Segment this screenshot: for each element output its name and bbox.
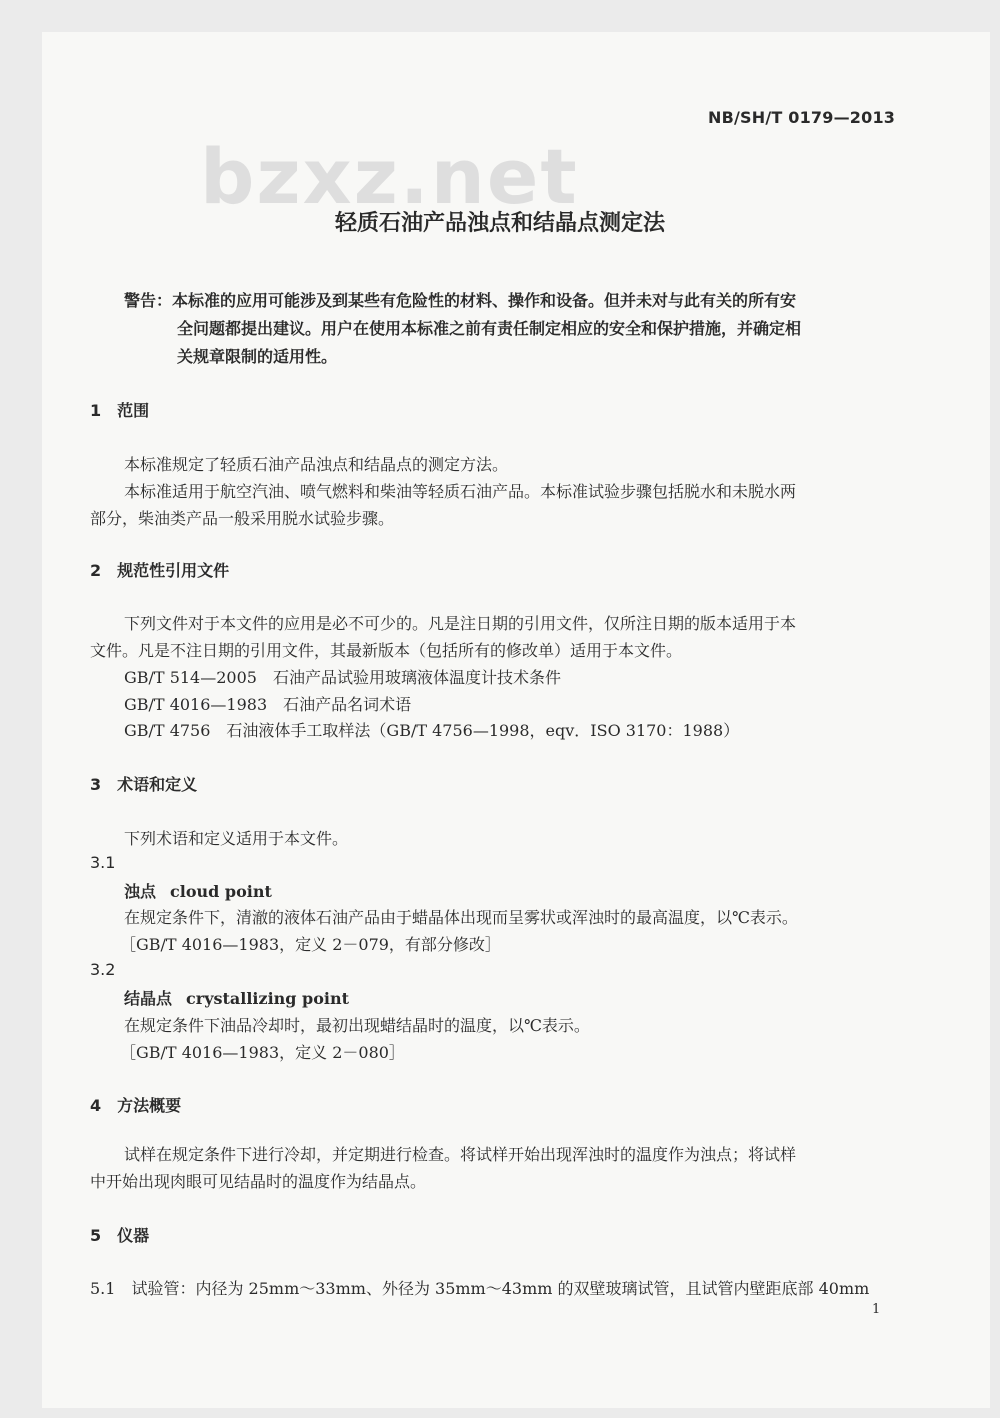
watermark: bzxz.net	[200, 132, 579, 221]
paragraph-line: 下列术语和定义适用于本文件。	[124, 829, 349, 848]
page-number: 1	[872, 1302, 881, 1317]
term-en: cloud point	[170, 882, 272, 901]
term-source: ［GB/T 4016—1983，定义 2－079，有部分修改］	[120, 935, 501, 954]
term-title	[124, 879, 272, 902]
term-definition: 在规定条件下油品冷却时，最初出现蜡结晶时的温度，以℃表示。	[124, 1016, 590, 1035]
section-heading: 2 规范性引用文件	[90, 561, 230, 580]
section-heading: 5 仪器	[90, 1226, 150, 1245]
term-definition: 在规定条件下，清澈的液体石油产品由于蜡晶体出现而呈雾状或浑浊时的最高温度，以℃表示。	[124, 908, 798, 927]
term-cn: 结晶点	[124, 989, 173, 1008]
term-cn: 浊点	[124, 882, 157, 901]
term-en: crystallizing point	[186, 989, 349, 1008]
paragraph-line: 部分，柴油类产品一般采用脱水试验步骤。	[90, 509, 395, 528]
reference-item: GB/T 4756 石油液体手工取样法（GB/T 4756—1998，eqv．ISO 3170：1988）	[124, 721, 740, 740]
section-heading: 4 方法概要	[90, 1096, 182, 1115]
paragraph-line: 本标准规定了轻质石油产品浊点和结晶点的测定方法。	[124, 455, 509, 474]
term-number: 3.1	[90, 853, 116, 872]
reference-item: GB/T 4016—1983 石油产品名词术语	[124, 695, 412, 714]
paragraph-line: 本标准适用于航空汽油、喷气燃料和柴油等轻质石油产品。本标准试验步骤包括脱水和未脱水两	[124, 482, 797, 501]
paragraph-line: 试样在规定条件下进行冷却，并定期进行检查。将试样开始出现浑浊时的温度作为浊点；将试样	[124, 1145, 797, 1164]
reference-item: GB/T 514—2005 石油产品试验用玻璃液体温度计技术条件	[124, 668, 561, 687]
term-title	[124, 986, 349, 1009]
warning-line: 关规章限制的适用性。	[177, 347, 338, 366]
document-title: 轻质石油产品浊点和结晶点测定法	[334, 211, 665, 236]
warning-line: 全问题都提出建议。用户在使用本标准之前有责任制定相应的安全和保护措施，并确定相	[177, 319, 802, 338]
standard-code: NB/SH/T 0179—2013	[708, 108, 896, 127]
section-heading: 1 范围	[90, 401, 150, 420]
warning-line: 警告：本标准的应用可能涉及到某些有危险性的材料、操作和设备。但并未对与此有关的所有安	[124, 291, 797, 310]
term-number: 3.2	[90, 960, 116, 979]
paragraph-line: 下列文件对于本文件的应用是必不可少的。凡是注日期的引用文件，仅所注日期的版本适用于本	[124, 614, 797, 633]
paragraph-line: 中开始出现肉眼可见结晶时的温度作为结晶点。	[90, 1172, 427, 1191]
section-heading: 3 术语和定义	[90, 775, 198, 794]
term-source: ［GB/T 4016—1983，定义 2－080］	[120, 1043, 405, 1062]
paragraph-line: 5.1 试验管：内径为 25mm～33mm、外径为 35mm～43mm 的双壁玻璃试管，且试管内壁距底部 40mm	[90, 1279, 870, 1298]
paragraph-line: 文件。凡是不注日期的引用文件，其最新版本（包括所有的修改单）适用于本文件。	[90, 641, 683, 660]
